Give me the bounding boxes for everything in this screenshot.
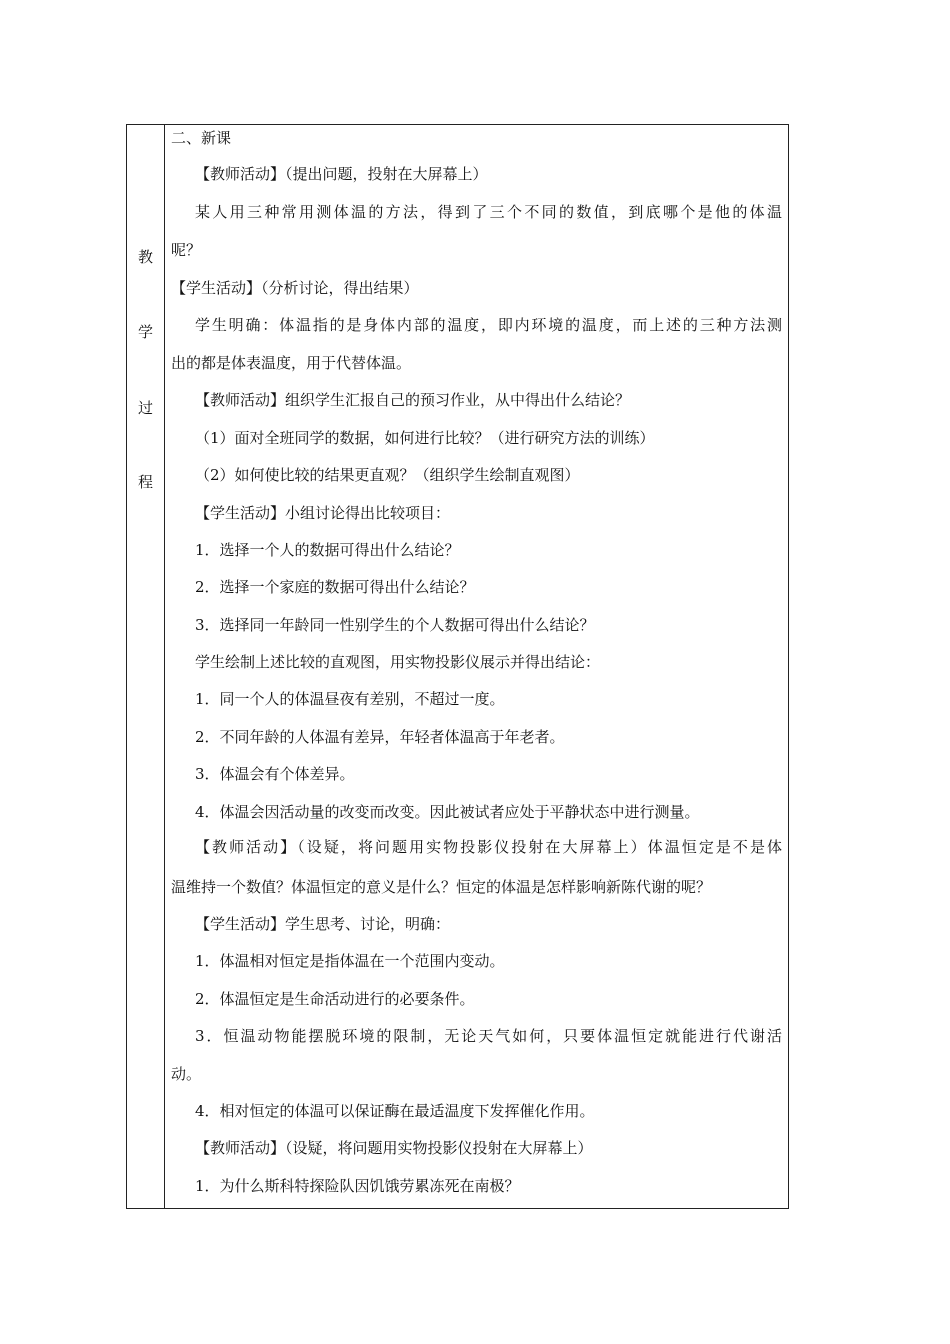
paragraph-line: 【学生活动】学生思考、讨论，明确： bbox=[195, 915, 451, 933]
paragraph-line: 【教师活动】组织学生汇报自己的预习作业，从中得出什么结论？ bbox=[195, 391, 631, 409]
list-item: 4．相对恒定的体温可以保证酶在最适温度下发挥催化作用。 bbox=[195, 1102, 595, 1120]
section-label-char: 过 bbox=[137, 399, 153, 417]
paragraph-line: 【教师活动】（设疑，将问题用实物投影仪投射在大屏幕上） bbox=[195, 1139, 593, 1157]
paragraph-line: 【学生活动】（分析讨论，得出结果） bbox=[171, 279, 419, 297]
section-label-char: 学 bbox=[137, 323, 153, 341]
list-item: 3．恒温动物能摆脱环境的限制，无论天气如何，只要体温恒定就能进行代谢活 bbox=[195, 1027, 782, 1045]
paragraph-line: 【学生活动】小组讨论得出比较项目： bbox=[195, 504, 451, 522]
section-label-column bbox=[127, 125, 165, 1208]
section-label-char: 教 bbox=[137, 248, 153, 266]
list-item: 1．为什么斯科特探险队因饥饿劳累冻死在南极？ bbox=[195, 1177, 520, 1195]
list-item: 2．不同年龄的人体温有差异，年轻者体温高于年老者。 bbox=[195, 728, 565, 746]
paragraph-line: （2）如何使比较的结果更直观？（组织学生绘制直观图） bbox=[195, 466, 580, 484]
list-item: 1．体温相对恒定是指体温在一个范围内变动。 bbox=[195, 952, 505, 970]
list-item: 1．同一个人的体温昼夜有差别，不超过一度。 bbox=[195, 690, 505, 708]
paragraph-line: 呢？ bbox=[171, 241, 202, 259]
list-item: 3．选择同一年龄同一性别学生的个人数据可得出什么结论？ bbox=[195, 616, 595, 634]
paragraph-line: 动。 bbox=[171, 1065, 202, 1083]
list-item: 2．体温恒定是生命活动进行的必要条件。 bbox=[195, 990, 475, 1008]
paragraph-line: 某人用三种常用测体温的方法，得到了三个不同的数值，到底哪个是他的体温 bbox=[195, 203, 782, 221]
lesson-table bbox=[126, 124, 789, 1209]
paragraph-line: 温维持一个数值？体温恒定的意义是什么？恒定的体温是怎样影响新陈代谢的呢？ bbox=[171, 878, 712, 896]
list-item: 2．选择一个家庭的数据可得出什么结论？ bbox=[195, 578, 475, 596]
list-item: 4．体温会因活动量的改变而改变。因此被试者应处于平静状态中进行测量。 bbox=[195, 803, 700, 821]
paragraph-line: 学生明确：体温指的是身体内部的温度，即内环境的温度，而上述的三种方法测 bbox=[195, 316, 782, 334]
section-label-char: 程 bbox=[137, 473, 153, 491]
paragraph-line: 出的都是体表温度，用于代替体温。 bbox=[171, 354, 412, 372]
section-heading: 二、新课 bbox=[171, 129, 232, 147]
paragraph-line: 【教师活动】（设疑，将问题用实物投影仪投射在大屏幕上）体温恒定是不是体 bbox=[195, 838, 782, 856]
list-item: 1．选择一个人的数据可得出什么结论？ bbox=[195, 541, 460, 559]
paragraph-line: （1）面对全班同学的数据，如何进行比较？（进行研究方法的训练） bbox=[195, 429, 655, 447]
paragraph-line: 学生绘制上述比较的直观图，用实物投影仪展示并得出结论： bbox=[195, 653, 601, 671]
list-item: 3．体温会有个体差异。 bbox=[195, 765, 355, 783]
paragraph-line: 【教师活动】（提出问题，投射在大屏幕上） bbox=[195, 165, 488, 183]
